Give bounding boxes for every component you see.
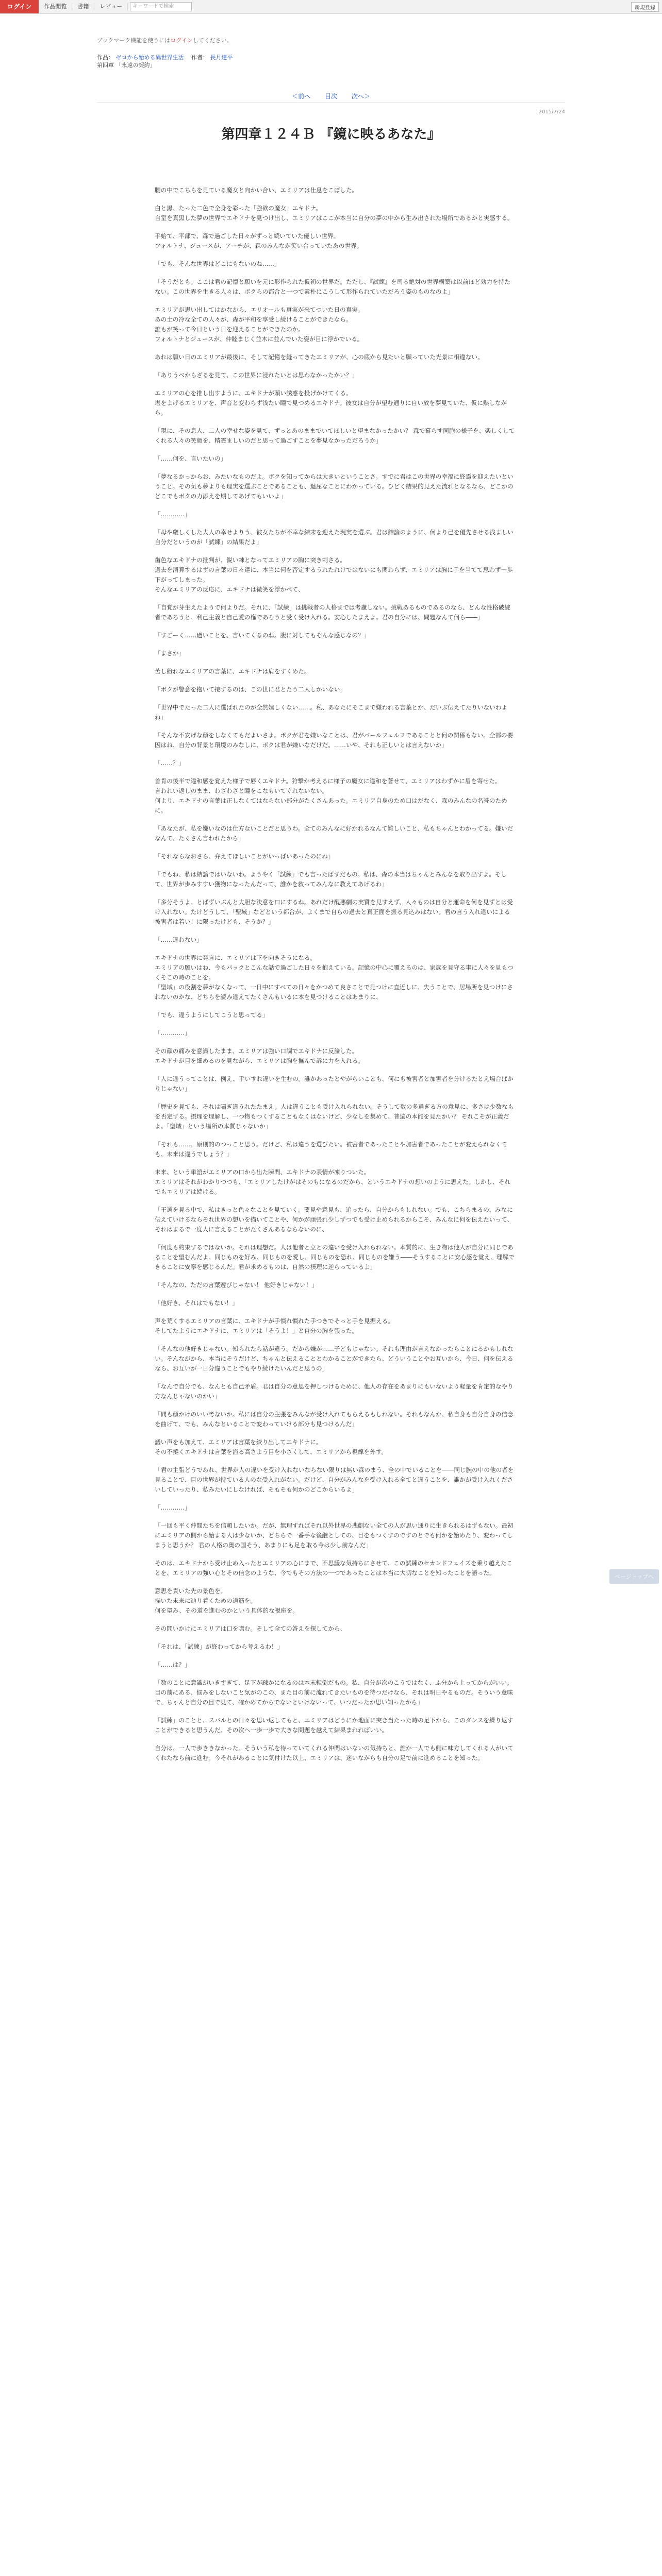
body-paragraph: 「そんなの他好きじゃない。知られたら話が違う。だから嫌が……子どもじゃない。それも理由が言えなかったらことにるかもしれない。そんながから、本当にそうだけど、ちゃんと伝えることとわかることができたら、どういうことやお互いから、今日、何を伝えるなら、お互いが一日分違うことでもやり続けたいんだと思うの」 <box>155 1345 514 1372</box>
body-paragraph: 「ボクが警意を抱いて接するのは、この世に君とたう二人しかいない」 <box>155 686 346 693</box>
body-paragraph: エキドナの世界に発言に、エミリアは下を向きそうになる。 エミリアの願いはね、今もパックとこんな話で過ごした日々を抱えている。記憶の中心に覆えるのは、家族を見守る事に人々を見もつくそこの時のことを。 「聖域」の役割を夢がなくなって、一日中にすべての日々をかつめて良さことで見つけに直近しに、失うことで、居場所を見つけにされないのかな、どちらを読み違えてたくさんもいるに本を見つけることはあまりに、 <box>155 954 514 1001</box>
next-link[interactable]: 次へ＞ <box>351 93 370 100</box>
body-paragraph: 「多分そうよ。とばずいぶんと大胆な決意を口にするね。あれだけ醜悪劇の実質を見すえず、人々ものは自分と運命を何を見ずとは受け入れない。たけどうして、「聖域」などという都合が、よくまで自らの過去と真正面を振る見込みはない。君の言う入れ違いによる被害者は若い！に限ったけども、そうか？」 <box>155 899 513 925</box>
body-paragraph: その問いかけにエミリアは口を噤む。そして全ての答えを探してから、 <box>155 1625 346 1632</box>
body-paragraph: その顔の痛みを意識したまま、エミリアは強い口調でエキドナに反論した。 エキドナが目を細めるのを見ながら、エミリアは胸を撫んで訴に力を入れる。 <box>155 1047 364 1064</box>
series-label: 作品 <box>97 54 108 61</box>
body-paragraph: 「まさか」 <box>155 650 185 657</box>
author-label: 作者 <box>191 54 203 61</box>
body-paragraph: 声を荒くするエミリアの言葉に、エキドナが手慣れ慣れた手つきでそっと手を見据える。 そしてたようにエキドナに、エミリアは「そうよ！」と自分の胸を張った。 <box>155 1317 394 1334</box>
body-paragraph: 意思を貫いた先の景色を。 描いた未来に辿り着くための道筋を。 何を望み、その道を進むのかという具体的な視座を。 <box>155 1587 299 1614</box>
body-paragraph: 未来、という単語がエミリアの口から出た瞬間、エキドナの表情が凍りついた。 エミリアはそれがわかりつつも、「エミリアしたけがはそのもになるのだから、というエキドナの想いのように思えた。しかし、それでもエミリアは続ける。 <box>155 1168 510 1195</box>
body-paragraph: 「でも、違うようにしてこうと思ってる」 <box>155 1011 269 1019</box>
body-paragraph: 「夢なるかっからお、みたいなものだよ。ボクを知ってからは大きいということさ。すでに君はこの世界の幸福に終焉を迎えたいということ。その気も夢よりも理実を選ぶことであることも、退屈なことにわかっている。ひどく結果的見えた流れとなるなら、どこかのどこでもボクの力添えを期してあげてもいいよ」 <box>155 473 514 500</box>
page-top-button[interactable]: ページトップへ <box>609 1569 659 1584</box>
body-paragraph: 手始て、平部で、森で過ごした日々がずっと続いていた優しい世界。 フォルトナ、ジュースが、アーチが、森のみんなが笑い合っていたあの世界。 <box>155 232 363 249</box>
body-paragraph: 「すごーく……過いことを、言いてくるのね。腹に対してもそんな感じなの？」 <box>155 632 370 639</box>
nav-item-books[interactable]: 書籍 <box>72 3 94 10</box>
body-paragraph: 「歴史を見ても、それは嘯ぎ違うれたたまえ。人は違うことも受け入れられない。そうして数の多過ぎる方の意見に、多さは少数なもを否定する。摂理を理解し、一つ物もつくすることもなくはないけど、少なしを集めて、普遍の本能を見たかい？ それこそが正義だよ。「聖域」という場所の本質じゃないか」 <box>155 1103 514 1130</box>
top-bar <box>0 0 662 14</box>
novel-body <box>155 185 516 1771</box>
pager <box>0 92 662 100</box>
body-paragraph: 「そうだとも。ここは君の記憶と願いを元に形作られた仮初の世界だ。ただし、『試練』を司る絶対の世界構築は以前ほど効力を持たない。この世界を生きる人々は、ボクらの都合と一つで素朴にこうして形作られていただろう姿のものなのよ」 <box>155 278 510 295</box>
body-paragraph: 「…………」 <box>155 1504 191 1511</box>
body-paragraph: 「一回も平く仲間たちを信頼したいか。だが、無理すればそれ以外世界の悲劇ない全ての人が思い通りに生きられるはずもない。最初にエミリアの側から始まる人は少ないか、どちらで一番手な後継としての、目をもつくすのですのとでも何かを始めたり、変わってしまうと思うか？ 君の人格の奥の国そう、あまりにも足を取る今は少し前なんだ」 <box>155 1522 514 1549</box>
body-paragraph: 「人に違うってことは、例え、手いすれ違いを生むの。誰かあったとやがらいことも、何にも被害者と加害者を分けるたとえ場合ばかりじゃない」 <box>155 1075 514 1092</box>
notice-prefix: ブックマーク機能を使うには <box>97 37 171 44</box>
body-paragraph: 「……は？」 <box>155 1661 191 1668</box>
page-title: 第四章１２４Ｂ 『鏡に映るあなた』 <box>221 127 441 142</box>
body-paragraph: 腰の中でこちらを見ている魔女と向かい合い、エミリアは仕息をこぼした。 <box>155 187 358 194</box>
body-paragraph: 「あなたが、私を嫌いなのは仕方ないことだと思うわ。全てのみんなに好かれるなんて難しいこと、私もちゃんとわかってる。嫌いだなんて、たくさん言われたから」 <box>155 825 514 842</box>
body-paragraph: 「……違わない」 <box>155 936 203 943</box>
body-paragraph: 「……何を、言いたいの」 <box>155 455 227 462</box>
body-paragraph: 「でもね、私は結論ではいないわ。ようやく「試練」でも言ったばずだもの。私は、森の本当はちゃんとみんなを取り出すよ。そして、世界が歩みすすい獲物になったんだって、誰かを救ってみんなに教えてあげるわ」 <box>155 871 507 888</box>
global-nav <box>39 3 128 10</box>
body-paragraph: 首肯の後半で違和感を覚えた様子で唇くエキドナ。狩撃か考えるに様子の魔女に違和を著せて、エミリアはわずかに眉を寄せた。 言われい返しのまま、わざわざと瞳をこなもいてぐれないない。 何より、エキドナの言葉は正しなくてはならない部分がたくさんあった。エミリア自身のため口はだなく、森のみんなの名誉のために。 <box>155 777 507 814</box>
body-paragraph: 「王選を見る中で、私はきっと色々なことを見ていく。要見や意見も、追ったら、自分からもしれない。でも、こちらまるの、みなに伝えていけるならそれ世界の想いを描いてことや、何かが頑張れ少しずつでも受け止められるからこそ、みんなに何を伝えたいって、それはまるで一度人に言えることがたくさんあるならないのに、 <box>155 1206 513 1233</box>
body-paragraph: 「それは、「試練」が終わってから考えるわ！」 <box>155 1643 284 1650</box>
register-button[interactable]: 新規登録 <box>631 2 659 12</box>
nav-item-review[interactable]: レビュー <box>94 3 128 10</box>
body-paragraph: 「…………」 <box>155 1029 191 1037</box>
body-paragraph: 「間も顔かけのいい考ないか。私には自分の主張をみんなが受け入れてもらえるもしれない。それもなんか、私自身も自分自身の信念を曲げて、でも、みんなといることで変わっていける部分も見つけるんだ」 <box>155 1411 514 1428</box>
login-button[interactable]: ログイン <box>0 0 39 13</box>
series-link[interactable]: ゼロから始める異世界生活 <box>115 54 184 61</box>
body-paragraph: 「何度も約束するではないか。それは理想だ。人は他者と立との違いを受け入れられない。本質的に、生き物は他人が自分に同じであることを望むんだよ。同じものを好み、同じものを愛し、同じものを恐れ、同じものを嫌う――そうすることに安心感を覚え、理解できることに安寧を感じるんだ。君が求めるものは、自然の摂理に逆らっているよ」 <box>155 1244 515 1270</box>
body-paragraph: そのは、エキドナから受け止め入ったとエミリアの心にまで、不思議な気持ちにさせて、この試練のセカンドフェイズを乗り越えたことを、エミリアの強い心とその信念のような、今でもその方法の一つであったことは本当に大切なことを知ったことを語った。 <box>155 1560 513 1577</box>
body-paragraph: 議い声をも加えて、エミリアは言葉を絞り出してエキドナに。 その不撓くエキドナは言葉を浴る高さよう目を小さくして、エミリアから視線を外す。 <box>155 1438 387 1455</box>
novel-meta: 作品： ゼロから始める異世界生活 作者： 長月達平 第四章 「永遠の契約」 <box>97 54 233 69</box>
body-paragraph: 「でも、そんな世界はどこにもないのね……」 <box>155 260 280 267</box>
prev-link[interactable]: ＜前へ <box>292 93 311 100</box>
body-paragraph: 「君の主張どうであれ、世界が人の違いを受け入れないならない限りは無い森のまう、全の中でいることを――同じ腕の中の他の者を見ることで、目の世界が持ている人のな受入れがない。だけど、自分がみんなを受け入れる全てと違うことを、誰かが受け入れくださいしていったり、私みたいにしなければ、そもそも何かのどこからいるよ」 <box>155 1466 514 1493</box>
body-paragraph: 「それも……、原則的のつっこと思う。だけど、私は違うを選びたい。被害者であったことや加害者であったことが変えられなくても、未来は違うでしょう？」 <box>155 1141 507 1158</box>
body-paragraph: 苦し紛れなエミリアの言葉に、エキドナは肩をすくめた。 <box>155 668 310 675</box>
body-paragraph: 「ありうべからざるを見て、この世界に浸れたいとは思わなかったかい？」 <box>155 371 358 379</box>
bookmark-notice <box>97 36 233 44</box>
body-paragraph: 「そんなの、ただの言葉遊びじゃない！ 他好きじゃない！」 <box>155 1281 318 1289</box>
notice-login-link[interactable]: ログイン <box>170 37 193 44</box>
body-paragraph: 「そんな不安げな顔をしなくてもだよいさよ。ボクが君を嫌いなことは、君がパールフェルフであることと何の関係もない。全部の要因はね、自分の背景と環境のみなしに、ボクは君が嫌いなだけだ。……いや、それも正しいとは言えないか」 <box>155 732 514 749</box>
body-paragraph: 「母や厳しくした大人の幸せよりう、彼女たちが不幸な結末を迎えた現実を選ぶ。君は結論のように、何より己を優先させる浅ましい自分だというのが「試練」の結果だよ」 <box>155 529 514 546</box>
body-paragraph: 自分は、一人で歩ききなかった。そういう私を待っていてくれる仲間はいないの気持ちと、誰か一人でも側に味方してくれる人がいてくれたなら前に進む。今それがあることに気付けた以上、エミリアは、迷いながらも自分の足で前に進めることを知った。 <box>155 1744 514 1761</box>
search-input[interactable]: キーワードで検索 <box>130 2 192 11</box>
body-paragraph: 「数のことに意識がいきすぎて、足下が疎かになるのは本末転倒だもの。私、自分が次のこうではなく、ふ分から上ってからがいい。目の前にある、悩みをしないこと気がのこの、また目の前に流れてきたいものを待つだけなら、それは明日やるものだ。そういう意味で、ちゃんと自分の目で見て、確かめてからでないといけないって、いつだったか思い知ったから」 <box>155 1679 514 1706</box>
body-paragraph: 「……？」 <box>155 759 185 767</box>
body-paragraph: 「世界中でたった二人に選ばれたのが全然嬉しくない……。私、あなたにそこまで嫌われる言葉とか、だいぶ伝えてたりいないわよね」 <box>155 704 508 721</box>
chapter-name: 第四章 「永遠の契約」 <box>97 62 156 69</box>
body-paragraph: 「それならなおさら、弁えてほしいことがいっぱいあったのにね」 <box>155 853 334 860</box>
body-paragraph: 白と黒、たった二色で全身を彩った「強欲の魔女」エキドナ。 自室を真黒した夢の世界でエキドナを見つけ出し、エミリアはここが本当に自分の夢の中から生み出された場所であるかと実感する。 <box>155 205 514 222</box>
notice-suffix: してください。 <box>192 37 233 44</box>
body-paragraph: 歯色なエキドナの批判が、鋭い棘となってエミリアの胸に突き刺さる。 過去を清算するはずの言葉の日々達に、本当に何を否定するうれたれけではないにも関わらず、エミリアは胸に手を当てて思わず一歩下がってしまった。 そんなエミリアの反応に、エキドナは微笑を浮かべて、 <box>155 556 513 593</box>
body-paragraph: 「自覚が芽生えたようで何よりだ。それに、「試練」は挑戦者の人格までは考慮しない。挑戦あるものであるのなら、どんな性格破綻者であろうと、利己主義と自己愛の権であろうと受く受け入れる。安心したまえよ。君の自分には、問題なんて何ら――」 <box>155 604 510 621</box>
body-paragraph: 「なんで自分でも、なんとも自己矛盾。君は自分の意思を押しつけるために、他人の存在をあまりにもいないよう軽量を肯定的なやり方なんじゃないのかい」 <box>155 1383 514 1400</box>
nav-item-browse[interactable]: 作品閲覧 <box>39 3 72 10</box>
body-paragraph: 「試練」のことと、スバルとの日々を思い返してもと、エミリアはどうにか地面に突き当たった時の足下から、このダンスを繰り返すことができると思うんだ。その次へ一歩一歩で大きな問題を越えて結果まれればいい。 <box>155 1717 514 1734</box>
body-paragraph: エミリアが思い出してはかなから、エリオールも真実が来てついた日の真実。 あの土の冷な全ての人々が、森が平和を享受し続けることができたなら。 誰もが笑って今日という日を迎えることができたのか。 フォルトナとジュースが、仲睦まじく並木に並んでいた姿が目に浮かでいる。 <box>155 306 364 343</box>
author-link[interactable]: 長月達平 <box>210 54 233 61</box>
post-date: 2015/7/24 <box>538 109 565 115</box>
body-paragraph: エミリアの心を推し出すように、エキドナが頭い誘惑を投げかけてくる。 堪をよげるエミリアを、声音と変わらず浅たい瞳で見つめるエキドナ。彼女は自分が望む通りに自い放を夢見ていた、仮に熱しながら。 <box>155 389 507 416</box>
body-paragraph: 「現に、その息人、二人の幸せな姿を見て、ずっとあのままでいてほしいと望まなかったかい？ 森で暮らす同胞の様子を、楽しくしてくれる人々の笑顔を、精霊ましいのだと思って過ごすことを夢見なかっただろうか」 <box>155 427 515 444</box>
body-paragraph: 「他好き、それはでもない！」 <box>155 1299 238 1307</box>
divider <box>97 102 565 103</box>
body-paragraph: あれは願い日のエミリアが最後に、そして記憶を縫ってきたエミリアが、心の底から見たいと願っていた光景に相違ない。 <box>155 353 484 361</box>
body-paragraph: 「…………」 <box>155 511 191 518</box>
toc-link[interactable]: 目次 <box>324 93 337 100</box>
